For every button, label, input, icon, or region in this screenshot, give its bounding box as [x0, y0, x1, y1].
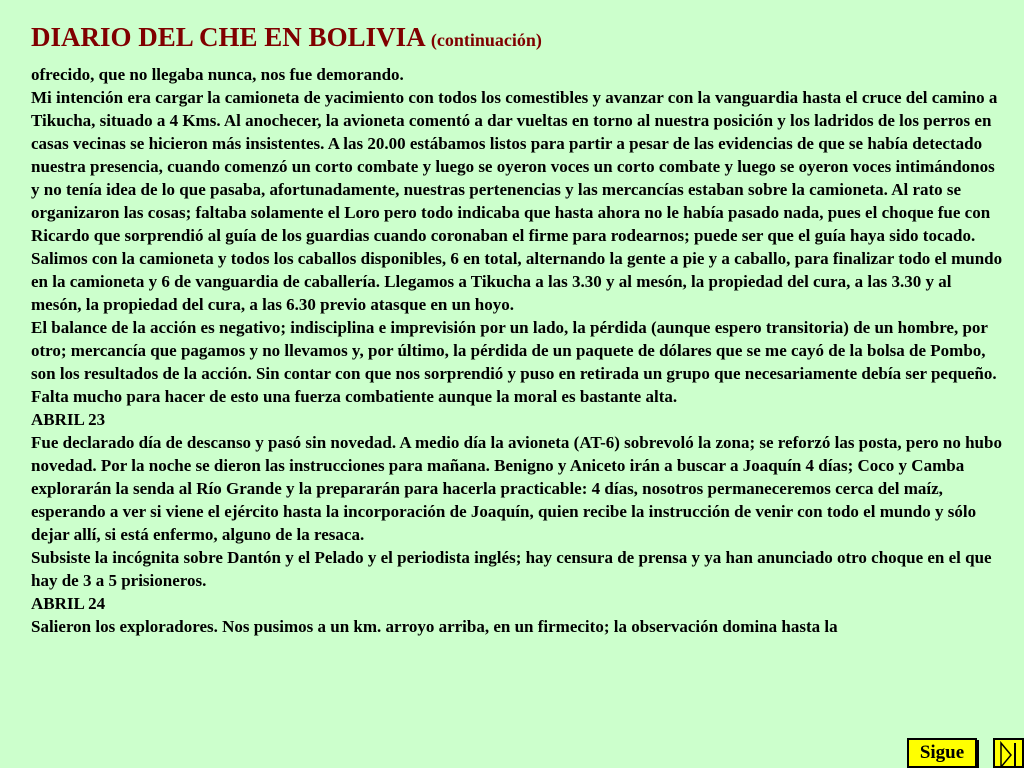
next-button-label: Sigue	[919, 742, 965, 763]
date-heading: ABRIL 23	[31, 410, 106, 429]
paragraph: Mi intención era cargar la camioneta de yacimiento con todos los comestibles y avanzar con la vanguardia hasta el cruce del camino a Tikucha, situado a 4 Kms. Al anochecer, la avioneta comentó a dar vueltas en torno al nuestra posición y los ladridos de los perros en casas vecinas se hicieron más insistentes. A las 20.00 estábamos listos para partir a pesar de las evidencias de que se había detectado nuestra presencia, cuando comenzó un corto combate y luego se oyeron voces un corto combate y luego se oyeron voces intimándonos y no tenía idea de lo que pasaba, afortunadamente, nuestras pertenencias y las mercancías estaban sobre la camioneta. Al rato se organizaron las cosas; faltaba solamente el Loro pero todo indicaba que hasta ahora no le había pasado nada, pues el choque fue con Ricardo que sorprendió al guía de los guardias cuando coronaban el firme para rodearnos; puede ser que el guía haya sido tocado.	[31, 88, 998, 245]
date-heading: ABRIL 24	[31, 594, 106, 613]
paragraph: ofrecido, que no llegaba nunca, nos fue demorando.	[31, 65, 404, 84]
paragraph: Salieron los exploradores. Nos pusimos a un km. arroyo arriba, en un firmecito; la observación domina hasta la	[31, 617, 838, 636]
paragraph: Salimos con la camioneta y todos los caballos disponibles, 6 en total, alternando la gente a pie y a caballo, para finalizar todo el mundo en la camioneta y 6 de vanguardia de caballería. Llegamos a Tikucha a las 3.30 y al mesón, la propiedad del cura, a las 3.30 y al mesón, la propiedad del cura, a las 6.30 previo atasque en un hoyo.	[31, 249, 1003, 314]
diary-text	[31, 63, 1006, 638]
title-subtitle: (continuación)	[430, 30, 542, 50]
next-button[interactable]	[907, 738, 977, 768]
page-title	[31, 20, 542, 57]
end-button[interactable]	[993, 738, 1024, 768]
title-main: DIARIO DEL CHE EN BOLIVIA	[31, 22, 425, 52]
end-icon	[995, 740, 1024, 768]
paragraph: Fue declarado día de descanso y pasó sin novedad. A medio día la avioneta (AT-6) sobrevoló la zona; se reforzó las posta, pero no hubo novedad. Por la noche se dieron las instrucciones para mañana. Benigno y Aniceto irán a buscar a Joaquín 4 días; Coco y Camba explorarán la senda al Río Grande y la prepararán para hacerla practicable: 4 días, nosotros permaneceremos cerca del maíz, esperando a ver si viene el ejército hasta la incorporación de Joaquín, quien recibe la instrucción de venir con todo el mundo y sólo dejar allí, si está enfermo, alguno de la resaca.	[31, 433, 1002, 544]
paragraph: El balance de la acción es negativo; indisciplina e imprevisión por un lado, la pérdida (aunque espero transitoria) de un hombre, por otro; mercancía que pagamos y no llevamos y, por último, la pérdida de un paquete de dólares que se me cayó de la bolsa de Pombo, son los resultados de la acción. Sin contar con que nos sorprendió y puso en retirada un grupo que necesariamente debía ser pequeño. Falta mucho para hacer de esto una fuerza combatiente aunque la moral es bastante alta.	[31, 318, 997, 406]
paragraph: Subsiste la incógnita sobre Dantón y el Pelado y el periodista inglés; hay censura de prensa y ya han anunciado otro choque en el que hay de 3 a 5 prisioneros.	[31, 548, 992, 590]
